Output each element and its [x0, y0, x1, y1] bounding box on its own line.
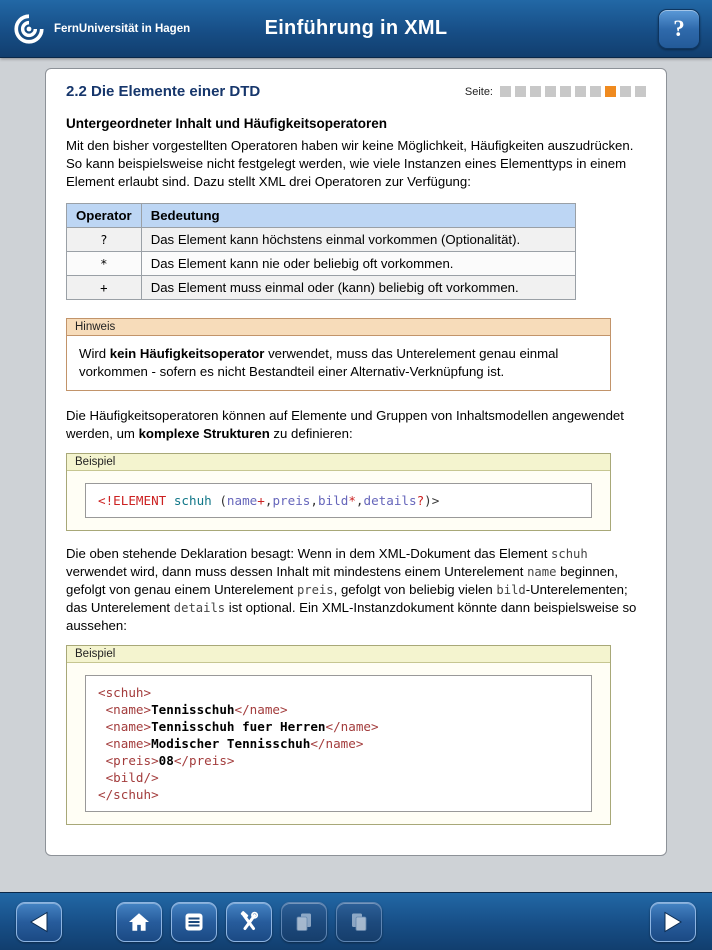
- page-square: [500, 86, 511, 97]
- tools-icon: [237, 910, 261, 934]
- structures-paragraph: Die Häufigkeitsoperatoren können auf Elemente und Gruppen von Inhaltsmodellen angewendet werden, um komplexe Strukturen zu definieren:: [66, 408, 624, 441]
- beispiel-box-dtd: [66, 453, 611, 531]
- university-logo-icon: [12, 12, 46, 46]
- page-indicator-squares: [500, 86, 646, 97]
- list-icon: [182, 910, 206, 934]
- nav-button-group: [116, 902, 382, 942]
- page-square: [620, 86, 631, 97]
- content-area: [0, 58, 712, 892]
- page-square: [515, 86, 526, 97]
- code-line: <preis>08</preis>: [105, 753, 235, 768]
- beispiel-box-xml: [66, 645, 611, 825]
- bedeutung-cell: Das Element muss einmal oder (kann) beliebig oft vorkommen.: [141, 276, 576, 300]
- stacked-pages-icon: [347, 910, 371, 934]
- beispiel-box-label: Beispiel: [67, 646, 610, 663]
- hinweis-box-label: Hinweis: [67, 319, 610, 336]
- bottom-nav-bar: [0, 892, 712, 950]
- page-square: [545, 86, 556, 97]
- hinweis-box-text: Wird kein Häufigkeitsoperator verwendet, muss das Unterelement genau einmal vorkommen - sofern es nicht Bestandteil einer Alternativ-Verknüpfung ist.: [79, 346, 559, 379]
- code-line: <name>Tennisschuh fuer Herren</name>: [105, 719, 379, 734]
- left-arrow-icon: [28, 910, 50, 934]
- table-header-row: [67, 204, 576, 228]
- code-line: <name>Tennisschuh</name>: [105, 702, 288, 717]
- prev-button[interactable]: [16, 902, 62, 942]
- topic-subheading: Untergeordneter Inhalt und Häufigkeitsoperatoren: [66, 116, 388, 131]
- page-square: [560, 86, 571, 97]
- xml-instance-code-block: [85, 675, 592, 812]
- column-header-bedeutung: Bedeutung: [141, 204, 576, 228]
- hinweis-box: [66, 318, 611, 391]
- bedeutung-cell: Das Element kann höchstens einmal vorkommen (Optionalität).: [141, 228, 576, 252]
- university-logo-text: FernUniversität in Hagen: [54, 22, 191, 35]
- section-title: 2.2 Die Elemente einer DTD: [66, 83, 261, 100]
- page-square: [635, 86, 646, 97]
- intro-paragraph: Mit den bisher vorgestellten Operatoren haben wir keine Möglichkeit, Häufigkeiten auszudrücken. So kann beispielsweise nicht festgelegt werden, wie viele Instanzen eines Elementtyps in einem Element erlaubt sind. Dazu stellt XML drei Operatoren zur Verfügung:: [66, 138, 634, 189]
- top-bar: [0, 0, 712, 58]
- page-square: [575, 86, 586, 97]
- page-square: [530, 86, 541, 97]
- lesson-card: [45, 68, 667, 856]
- history-back-button[interactable]: [281, 902, 327, 942]
- toc-button[interactable]: [171, 902, 217, 942]
- bedeutung-cell: Das Element kann nie oder beliebig oft vorkommen.: [141, 252, 576, 276]
- code-line: <name>Modischer Tennisschuh</name>: [105, 736, 364, 751]
- home-button[interactable]: [116, 902, 162, 942]
- code-line: </schuh>: [98, 787, 159, 802]
- home-icon: [127, 910, 151, 934]
- column-header-operator: Operator: [67, 204, 142, 228]
- card-header-row: [66, 83, 646, 100]
- right-arrow-icon: [662, 910, 684, 934]
- code-line: <schuh>: [98, 685, 152, 700]
- code-line: <!ELEMENT schuh (name+,preis,bild*,details?)>: [98, 493, 440, 508]
- table-row: [67, 276, 576, 300]
- operator-cell: *: [67, 252, 142, 276]
- history-forward-button[interactable]: [336, 902, 382, 942]
- operator-cell: +: [67, 276, 142, 300]
- explanation-paragraph: Die oben stehende Deklaration besagt: Wenn in dem XML-Dokument das Element schuh verwendet wird, dann muss dessen Inhalt mit mindestens einem Unterelement name beginnen, gefolgt von genau einem Unterelement preis, gefolgt von beliebig vielen bild-Unterelementen; das Unterelement details ist optional. Ein XML-Instanzdokument könnte dann beispielsweise so aussehen:: [66, 546, 637, 633]
- page-indicator: [465, 86, 646, 98]
- stacked-pages-icon: [292, 910, 316, 934]
- operator-table-body: [67, 228, 576, 300]
- tools-button[interactable]: [226, 902, 272, 942]
- table-row: [67, 228, 576, 252]
- help-button[interactable]: ?: [658, 9, 700, 49]
- app-title: Einführung in XML: [264, 17, 448, 39]
- dtd-code-block: [85, 483, 592, 518]
- page-square-active: [605, 86, 616, 97]
- operator-cell: ?: [67, 228, 142, 252]
- page-indicator-label: Seite:: [464, 85, 493, 98]
- table-row: [67, 252, 576, 276]
- code-line: <bild/>: [105, 770, 159, 785]
- page-square: [590, 86, 601, 97]
- operator-table: [66, 203, 576, 300]
- beispiel-box-label: Beispiel: [67, 454, 610, 471]
- next-button[interactable]: [650, 902, 696, 942]
- university-logo: [0, 12, 190, 46]
